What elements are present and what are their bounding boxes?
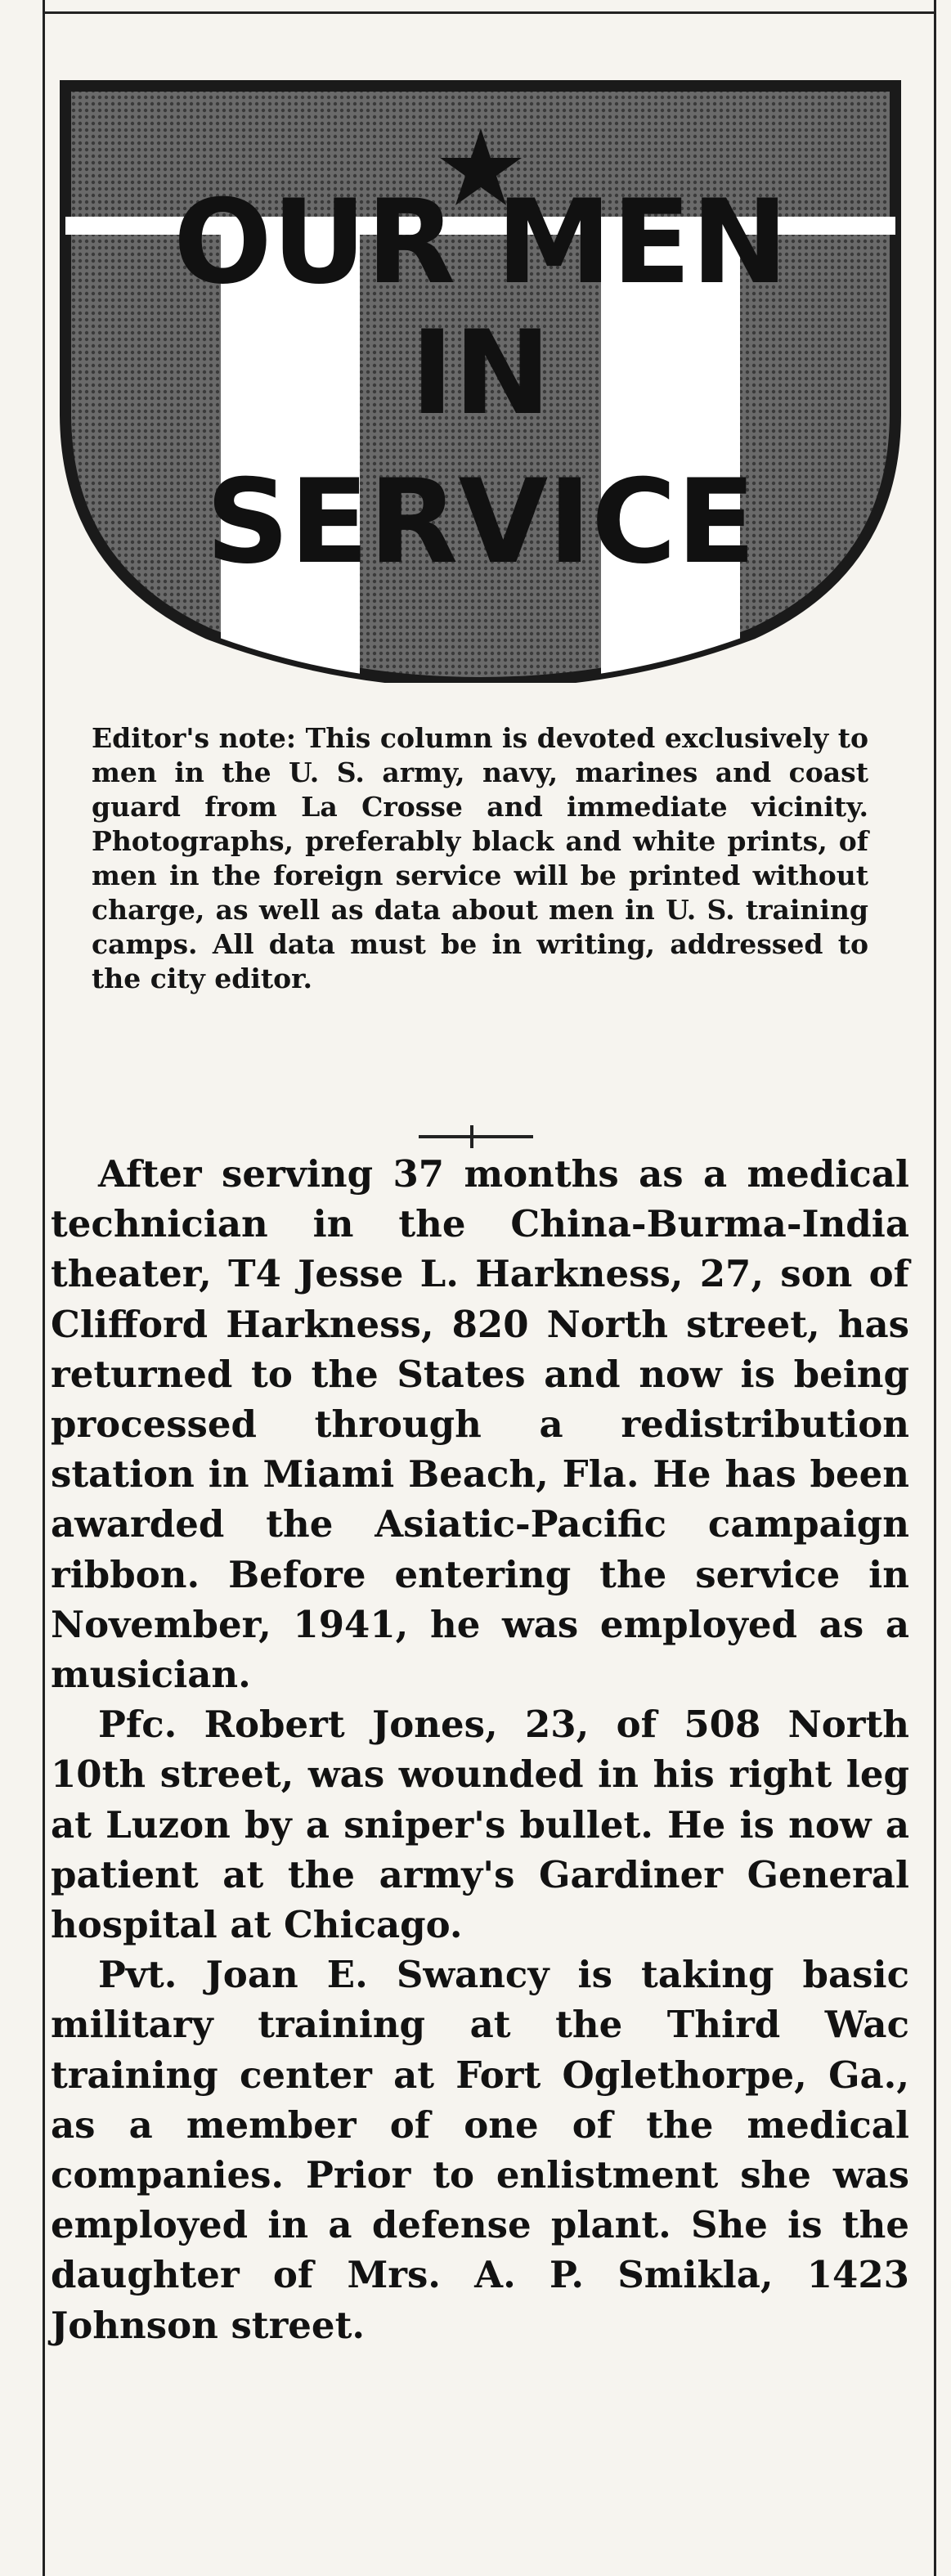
article-paragraph-swancy: Pvt. Joan E. Swancy is taking basic military training at the Third Wac training center at Fort Oglethorpe, Ga., as a member of one of the medical companies. Prior to enlistment she was employed in a defense plant. She is the daughter of Mrs. A. P. Smikla, 1423 Johnson street. [51, 1953, 909, 2347]
editor-note: Editor's note: This column is devoted exclusively to men in the U. S. army, navy, marines and coast guard from La Crosse and immediate vicinity. Photographs, preferably black and white prints, of men in the foreign service will be printed without charge, as well as data about men in U. S. training camps. All data must be in writing, addressed to the city editor. [92, 722, 868, 994]
headline-line-3: SERVICE [205, 455, 756, 590]
column-rule-left [43, 0, 45, 2576]
article-paragraph-jones: Pfc. Robert Jones, 23, of 508 North 10th street, was wounded in his right leg at Luzon by a sniper's bullet. He is now a patient at the army's Gardiner General hospital at Chicago. [51, 1703, 909, 1947]
headline-line-1: OUR MEN [173, 175, 788, 310]
section-divider [419, 1135, 533, 1138]
section-divider-mark [470, 1125, 473, 1148]
section-emblem [57, 61, 904, 683]
headline-line-2: IN [410, 306, 551, 441]
article-body [51, 1149, 909, 2350]
column-rule-right [934, 0, 936, 2576]
article-paragraph-harkness: After serving 37 months as a medical technician in the China-Burma-India theater, T4 Jesse L. Harkness, 27, son of Clifford Harkness, 820 North street, has returned to the States and now is being processed through a redistribution station in Miami Beach, Fla. He has been awarded the Asiatic-Pacific campaign ribbon. Before entering the service in November, 1941, he was employed as a musician. [51, 1152, 909, 1697]
column-rule-top [43, 11, 936, 14]
